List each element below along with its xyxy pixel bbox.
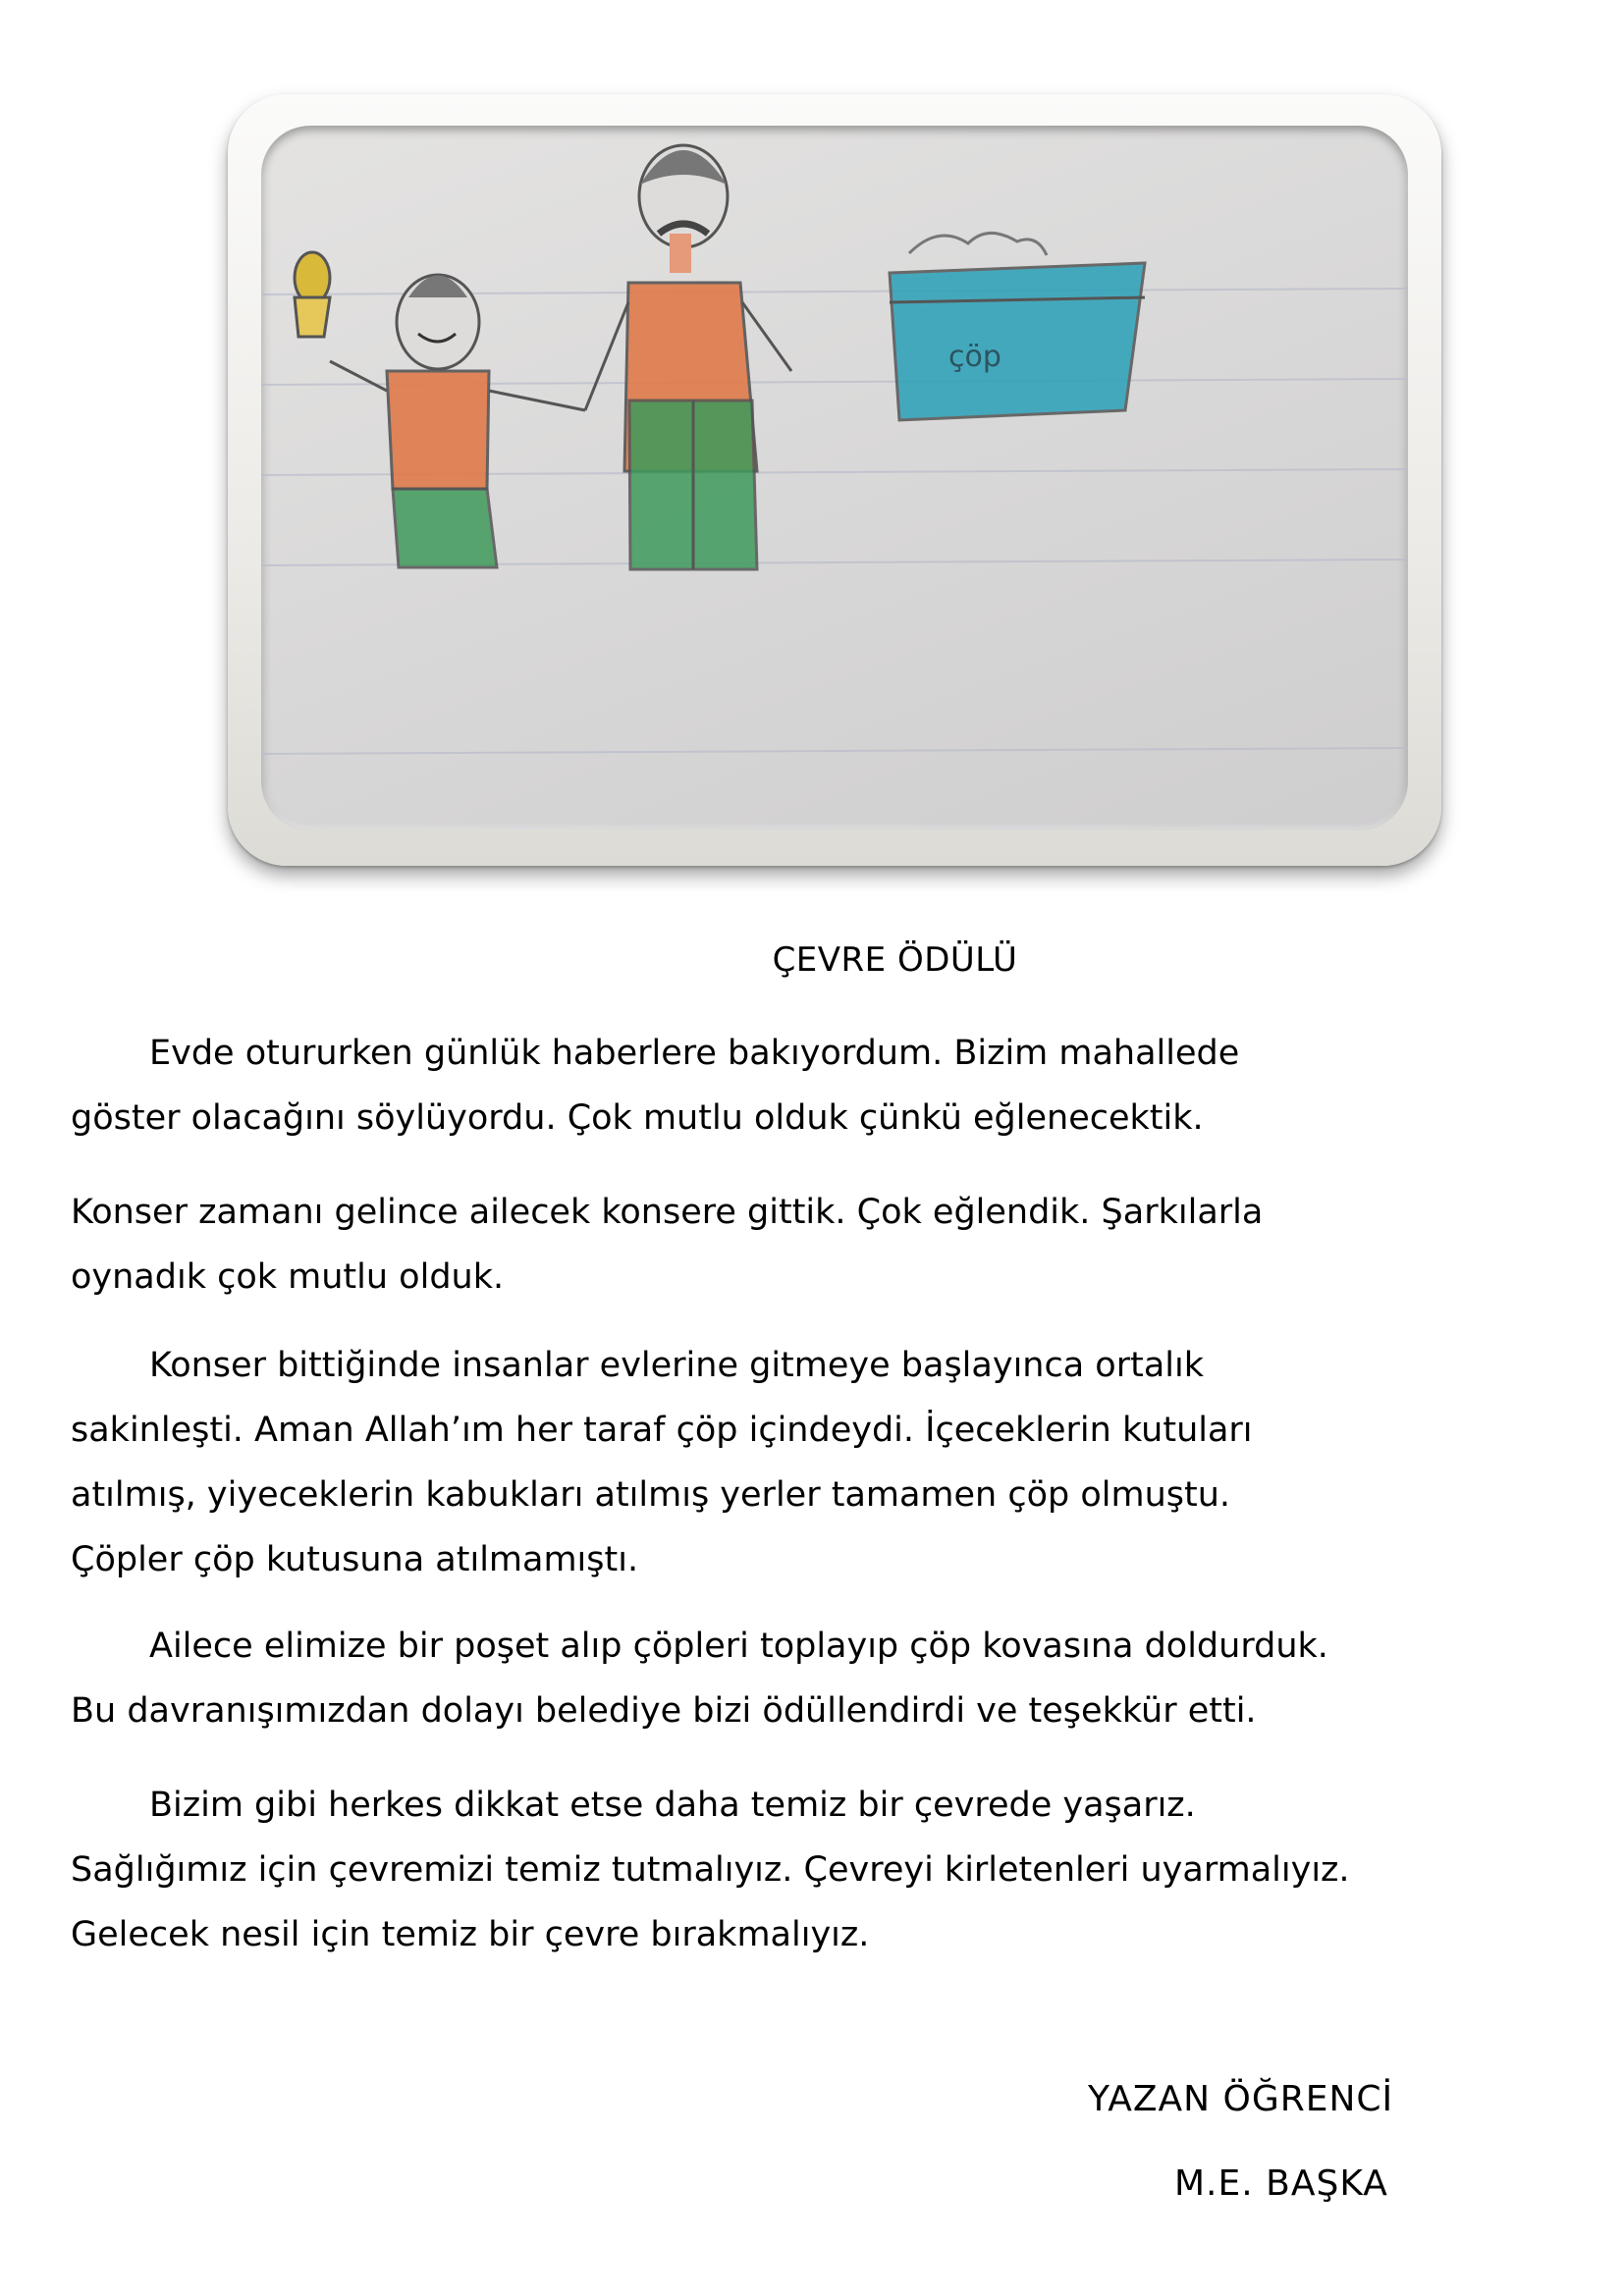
paragraph-4 xyxy=(71,1614,1583,1743)
svg-text:çöp: çöp xyxy=(948,340,1001,374)
text-line: Ailece elimize bir poşet alıp çöpleri toplayıp çöp kovasına doldurduk. xyxy=(149,1627,1328,1666)
text-line: Evde otururken günlük haberlere bakıyordum. Bizim mahallede xyxy=(149,1034,1240,1073)
paragraph-5 xyxy=(71,1773,1583,1967)
paragraph-2 xyxy=(71,1180,1583,1309)
signature-label: YAZAN ÖĞRENCİ xyxy=(1088,2079,1394,2119)
child-drawing-image xyxy=(261,126,1408,830)
text-line: Konser bittiğinde insanlar evlerine gitmeye başlayınca ortalık xyxy=(149,1346,1204,1385)
drawing-svg xyxy=(261,126,1408,830)
trash-bin xyxy=(890,233,1145,420)
text-line: Sağlığımız için çevremizi temiz tutmalıyız. Çevreyi kirletenleri uyarmalıyız. xyxy=(71,1850,1350,1890)
illustration-frame xyxy=(228,94,1441,866)
text-line: Bu davranışımızdan dolayı belediye bizi ödüllendirdi ve teşekkür etti. xyxy=(71,1691,1257,1731)
text-line: Çöpler çöp kutusuna atılmamıştı. xyxy=(71,1540,639,1579)
paragraph-1 xyxy=(71,1021,1583,1150)
child-figure xyxy=(295,252,585,567)
text-line: göster olacağını söylüyordu. Çok mutlu olduk çünkü eğlenecektik. xyxy=(71,1098,1204,1138)
text-line: Bizim gibi herkes dikkat etse daha temiz bir çevrede yaşarız. xyxy=(149,1786,1196,1825)
text-line: atılmış, yiyeceklerin kabukları atılmış yerler tamamen çöp olmuştu. xyxy=(71,1475,1231,1515)
signature-name: M.E. BAŞKA xyxy=(1174,2163,1388,2204)
text-line: Gelecek nesil için temiz bir çevre bırakmalıyız. xyxy=(71,1915,870,1954)
text-line: Konser zamanı gelince ailecek konsere gittik. Çok eğlendik. Şarkılarla xyxy=(71,1193,1264,1232)
text-line: oynadık çok mutlu olduk. xyxy=(71,1257,505,1297)
father-figure xyxy=(585,145,791,569)
text-line: sakinleşti. Aman Allah’ım her taraf çöp içindeydi. İçeceklerin kutuları xyxy=(71,1411,1253,1450)
document-title: ÇEVRE ÖDÜLÜ xyxy=(772,940,1018,980)
paragraph-3 xyxy=(71,1333,1583,1592)
